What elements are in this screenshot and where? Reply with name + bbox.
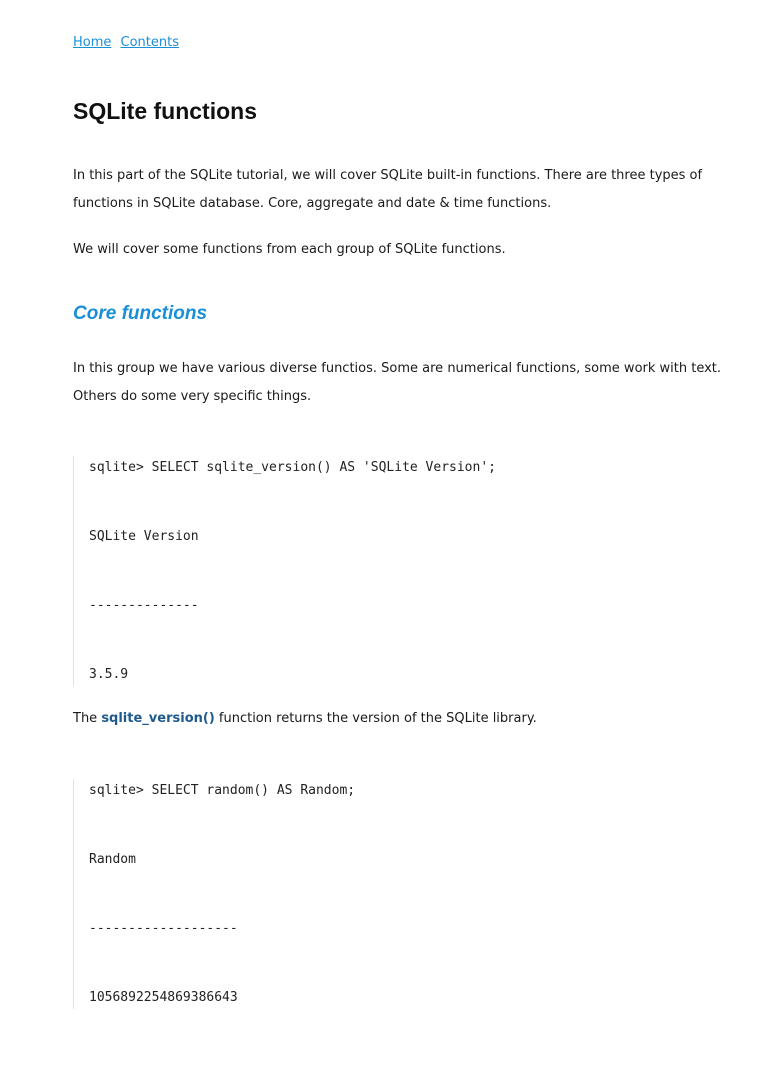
explanation-prefix: The xyxy=(73,711,102,726)
page-title: SQLite functions xyxy=(73,98,257,124)
code-line: sqlite> SELECT sqlite_version() AS 'SQLite Version'; xyxy=(89,460,496,475)
intro-line-1: In this part of the SQLite tutorial, we will cover SQLite built-in functions. There are three types of xyxy=(73,168,703,183)
core-paragraph-line-2: Others do some very specific things. xyxy=(73,389,312,404)
code-line: SQLite Version xyxy=(89,529,199,544)
home-link[interactable]: Home xyxy=(73,35,112,50)
contents-link[interactable]: Contents xyxy=(120,35,180,50)
function-name: sqlite_version() xyxy=(101,711,215,726)
core-paragraph-line-1: In this group we have various diverse functios. Some are numerical functions, some work with text. xyxy=(73,361,722,376)
code-block-random xyxy=(73,779,674,1009)
intro-line-2: functions in SQLite database. Core, aggregate and date & time functions. xyxy=(73,196,552,211)
version-explanation xyxy=(73,705,537,733)
breadcrumb xyxy=(73,35,184,50)
code-line: Random xyxy=(89,852,136,867)
code-block-version xyxy=(73,456,674,686)
code-line: 3.5.9 xyxy=(89,667,129,682)
code-line: ------------------- xyxy=(89,921,238,936)
explanation-suffix: function returns the version of the SQLite library. xyxy=(214,711,537,726)
code-line: -------------- xyxy=(89,598,199,613)
code-line: sqlite> SELECT random() AS Random; xyxy=(89,783,356,798)
core-functions-heading: Core functions xyxy=(73,303,208,324)
intro-line-3: We will cover some functions from each group of SQLite functions. xyxy=(73,242,506,257)
code-line: 1056892254869386643 xyxy=(89,990,238,1005)
